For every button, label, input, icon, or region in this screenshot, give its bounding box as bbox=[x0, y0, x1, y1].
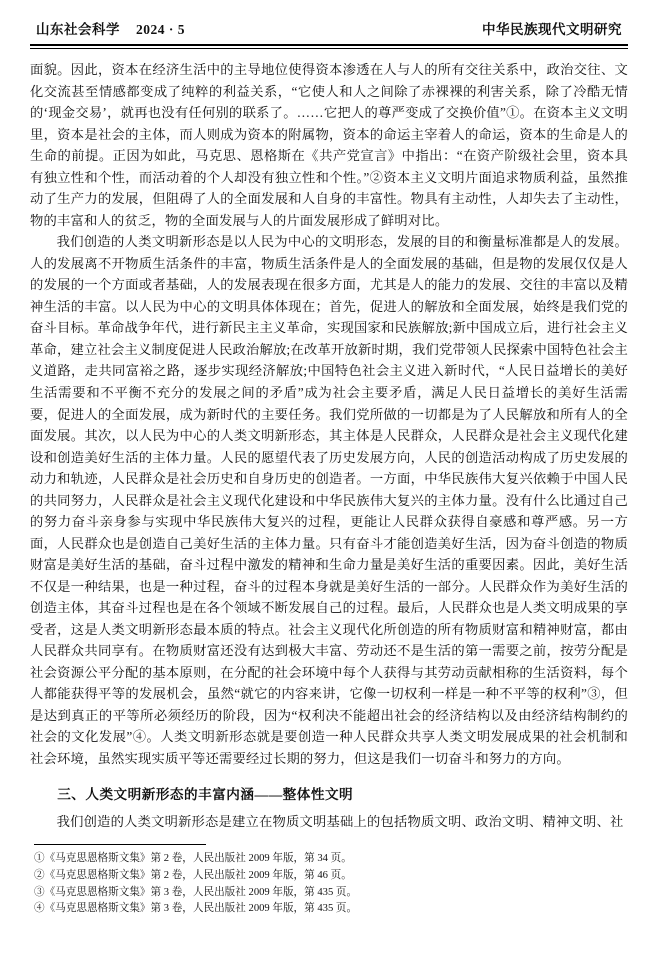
footnote-item: ①《马克思恩格斯文集》第 2 卷，人民出版社 2009 年版，第 34 页。 bbox=[34, 853, 352, 865]
paragraph-holistic-civilization: 我们创造的人类文明新形态是建立在物质文明基础上的包括物质文明、政治文明、精神文明、社 bbox=[56, 813, 624, 829]
article-body-after-heading bbox=[30, 811, 628, 833]
journal-issue: 2024 · 5 bbox=[136, 22, 186, 37]
footnote-list bbox=[30, 851, 628, 918]
journal-title: 山东社会科学 bbox=[36, 22, 120, 37]
page-header bbox=[30, 18, 628, 44]
footnote-separator bbox=[34, 844, 206, 845]
header-divider bbox=[30, 44, 628, 49]
footnote-item: ②《马克思恩格斯文集》第 2 卷，人民出版社 2009 年版，第 46 页。 bbox=[34, 869, 352, 881]
paragraph-people-centered: 我们创造的人类文明新形态是以人民为中心的文明形态，发展的目的和衡量标准都是人的发展。人的发展离不开物质生活条件的丰富，物质生活条件是人的全面发展的基础，但是物的发展仅仅是人的发展的一个方面或者基础，人的发展表现在很多方面，尤其是人的能力的发展、交往的丰富以及精神生活的丰富。以人民为中心的文明具体体现在；首先，促进人的解放和全面发展，始终是我们党的奋斗目标。革命战争年代，进行新民主主义革命，实现国家和民族解放;新中国成立后，进行社会主义革命，建立社会主义制度促进人民政治解放;在改革开放新时期，我们党带领人民探索中国特色社会主义道路，走共同富裕之路，逐步实现经济解放;中国特色社会主义进入新时代，“人民日益增长的美好生活需要和不平衡不充分的发展之间的矛盾”成为社会主要矛盾，满足人民日益增长的美好生活需要，促进人的全面发展，成为新时代的主要任务。我们党所做的一切都是为了人民解放和所有人的全面发展。其次，以人民为中心的人类文明新形态，其主体是人民群众，人民群众是社会主义现代化建设和创造美好生活的主体力量。人民的愿望代表了历史发展方向，人民的创造活动构成了历史发展的动力和轨迹，人民群众是社会历史和自身历史的创造者。一方面，中华民族伟大复兴依赖于中国人民的共同努力，人民群众是社会主义现代化建设和中华民族伟大复兴的主体力量。没有什么比通过自己的努力奋斗亲身参与实现中华民族伟大复兴的过程，更能让人民群众获得自豪感和尊严感。另一方面，人民群众也是创造自己美好生活的主体力量。只有奋斗才能创造美好生活，因为奋斗创造的物质财富是美好生活的基础，奋斗过程中激发的精神和生命力量是美好生活的重要因素。因此，美好生活不仅是一种结果，也是一种过程，奋斗的过程本身就是美好生活的一部分。人民群众作为美好生活的创造主体，其奋斗过程也是在各个领域不断发展自己的过程。最后，人民群众也是人类文明成果的享受者，这是人类文明新形态最本质的特点。社会主义现代化所创造的所有物质财富和精神财富，都由人民群众共同享有。在物质财富还没有达到极大丰富、劳动还不是生活的第一需要之前，按劳分配是社会资源公平分配的基本原则，在分配的社会环境中每个人获得与其劳动贡献相称的生活资料，每个人都能获得平等的发展机会，虽然“就它的内容来讲，它像一切权利一样是一种不平等的权利”③，但是达到真正的平等所必须经历的阶段，因为“权利决不能超出社会的经济结构以及由经济结构制约的社会的文化发展”④。人类文明新形态就是要创造一种人民群众共享人类文明发展成果的社会机制和社会环境，虽然实现实质平等还需要经过长期的努力，但这是我们一切奋斗和努力的方向。 bbox=[30, 234, 628, 766]
footnote-item: ④《马克思恩格斯文集》第 3 卷，人民出版社 2009 年版，第 435 页。 bbox=[34, 903, 358, 915]
page-footer-space bbox=[30, 918, 628, 924]
article-body bbox=[30, 59, 628, 770]
footnote-item: ③《马克思恩格斯文集》第 3 卷，人民出版社 2009 年版，第 435 页。 bbox=[34, 886, 358, 898]
header-left bbox=[36, 18, 185, 38]
running-title: 中华民族现代文明研究 bbox=[482, 22, 622, 37]
section-heading: 三、人类文明新形态的丰富内涵——整体性文明 bbox=[57, 786, 354, 802]
paragraph-continued: 面貌。因此，资本在经济生活中的主导地位使得资本渗透在人与人的所有交往关系中，政治交往、文化交流甚至情感都变成了纯粹的利益关系，“它使人和人之间除了赤裸裸的利害关系，除了冷酷无情的‘现金交易’，就再也没有任何别的联系了。……它把人的尊严变成了交换价值”①。在资本主义文明里，资本是社会的主体，而人则成为资本的附属物，资本的命运主宰着人的命运，资本的生命是人的生命的前提。正因为如此，马克思、恩格斯在《共产党宣言》中指出：“在资产阶级社会里，资本具有独立性和个性，而活动着的个人却没有独立性和个性。”②资本主义文明片面追求物质利益，虽然推动了生产力的发展，但阻碍了人的全面发展和人自身的丰富性。物具有主动性，人却失去了主动性，物的丰富和人的贫乏，物的全面发展与人的片面发展形成了鲜明对比。 bbox=[30, 62, 628, 228]
